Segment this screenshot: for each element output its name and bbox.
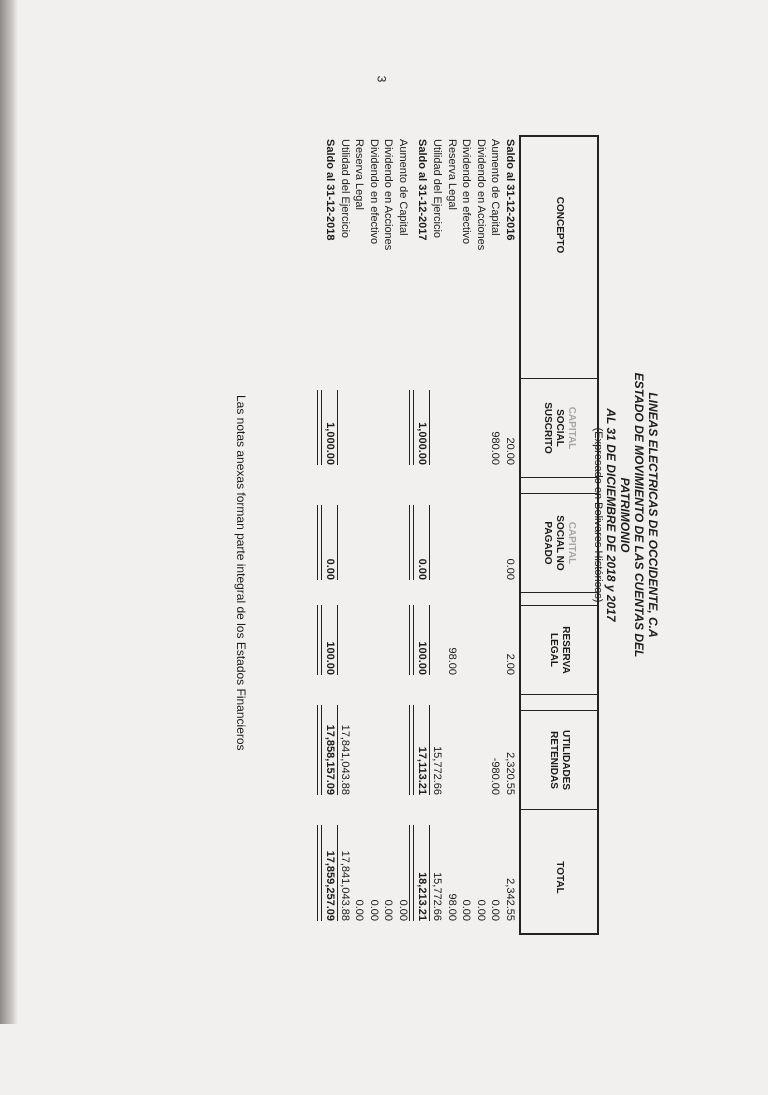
subtotal-rule — [429, 505, 430, 580]
table-row — [503, 135, 518, 935]
row-label: Reserva Legal — [446, 139, 458, 210]
cell-reserva-legal: 100.00 — [416, 641, 428, 675]
subtotal-rule — [337, 505, 338, 580]
row-label: Utilidad del Ejercicio — [339, 139, 351, 239]
row-label: Dividendo en efectivo — [460, 139, 473, 245]
cell-total: 0.00 — [368, 899, 380, 921]
cell-utilidades-retenidas: 17,841,043.88 — [339, 724, 351, 795]
row-label: Dividendo en Acciones — [382, 139, 395, 251]
column-header-capital-no-pagado: CAPITAL SOCIAL NO PAGADO — [542, 515, 577, 571]
cell-capital-suscrito: 20.00 — [504, 437, 516, 465]
table-row — [488, 135, 503, 935]
subtotal-rule — [429, 705, 430, 795]
subtotal-rule — [429, 390, 430, 465]
row-label: Saldo al 31-12-2016 — [504, 139, 516, 241]
company-name: LINEAS ELECTRICAS DE OCCIDENTE, C.A — [646, 392, 660, 638]
table-row — [338, 135, 353, 935]
total-double-rule — [317, 605, 322, 675]
table-row — [459, 135, 474, 935]
cell-total: 15,772.66 — [431, 872, 444, 921]
row-label: Aumento de Capital — [489, 139, 502, 236]
cell-capital-suscrito: 1,000.00 — [324, 422, 336, 465]
cell-utilidades-retenidas: 17,113.21 — [416, 746, 428, 795]
column-header-utilidades-retenidas: UTILIDADES RETENIDAS — [548, 730, 571, 790]
table-row — [352, 135, 367, 935]
cell-total: 0.00 — [397, 899, 409, 921]
row-label: Saldo al 31-12-2017 — [416, 139, 428, 241]
cell-total: 0.00 — [489, 899, 502, 921]
total-double-rule — [317, 505, 322, 580]
subtotal-rule — [429, 825, 430, 921]
subtotal-rule — [337, 825, 338, 921]
total-double-rule — [317, 825, 322, 921]
cell-total: 0.00 — [353, 899, 366, 921]
subtotal-rule — [337, 705, 338, 795]
cell-total: 2,342.55 — [504, 878, 516, 921]
table-row — [445, 135, 460, 935]
subtotal-rule — [337, 605, 338, 675]
page-number: 3 — [374, 75, 389, 83]
column-header-concepto: CONCEPTO — [554, 196, 565, 254]
row-label: Saldo al 31-12-2018 — [324, 139, 336, 241]
row-label: Reserva Legal — [353, 139, 366, 210]
table-row — [381, 135, 396, 935]
footer-note: Las notas anexas forman parte integral de los Estados Financieros — [234, 395, 248, 751]
statement-title: ESTADO DE MOVIMIENTO DE LAS CUENTAS DEL PATRIMONIO — [618, 372, 646, 658]
column-header-reserva-legal: RESERVA LEGAL — [548, 626, 571, 674]
cell-capital-no-pagado: 0.00 — [504, 558, 516, 580]
statement-header — [591, 350, 660, 680]
currency-note: (Expresado en Bolivares Históricos) — [592, 427, 604, 603]
statement-sheet — [234, 135, 660, 935]
cell-capital-suscrito: 980.00 — [489, 431, 502, 465]
scan-edge-shadow — [0, 0, 18, 1024]
total-double-rule — [317, 705, 322, 795]
cell-reserva-legal: 2.00 — [504, 653, 516, 675]
table-row — [323, 135, 338, 935]
table-row — [474, 135, 489, 935]
cell-capital-suscrito: 1,000.00 — [416, 422, 428, 465]
cell-total: 0.00 — [475, 899, 487, 921]
subtotal-rule — [429, 605, 430, 675]
cell-reserva-legal: 98.00 — [446, 647, 458, 675]
total-double-rule — [317, 390, 322, 465]
table-row — [367, 135, 382, 935]
row-label: Dividendo en efectivo — [368, 139, 380, 245]
cell-capital-no-pagado: 0.00 — [416, 558, 428, 580]
row-label: Dividendo en Acciones — [475, 139, 487, 251]
cell-reserva-legal: 100.00 — [324, 641, 336, 675]
cell-capital-no-pagado: 0.00 — [324, 558, 336, 580]
subtotal-rule — [337, 390, 338, 465]
column-header-total: TOTAL — [554, 861, 565, 894]
row-label: Aumento de Capital — [397, 139, 409, 236]
table-row — [396, 135, 411, 935]
table-row — [430, 135, 445, 935]
cell-total: 17,859,257.09 — [324, 850, 336, 921]
cell-utilidades-retenidas: 15,772.66 — [431, 746, 444, 795]
statement-period: AL 31 DE DICIEMBRE DE 2018 y 2017 — [604, 408, 618, 622]
column-header-capital-suscrito: CAPITAL SOCIAL SUSCRITO — [542, 402, 577, 454]
table-row — [415, 135, 430, 935]
cell-total: 0.00 — [460, 899, 473, 921]
cell-total: 17,841,043.88 — [339, 850, 351, 921]
cell-total: 0.00 — [382, 899, 395, 921]
cell-utilidades-retenidas: 17,858,157.09 — [324, 724, 336, 795]
cell-total: 18,213.21 — [416, 872, 428, 921]
cell-utilidades-retenidas: -980.00 — [489, 757, 502, 795]
cell-utilidades-retenidas: 2,320.55 — [504, 752, 516, 795]
cell-total: 98.00 — [446, 893, 458, 921]
row-label: Utilidad del Ejercicio — [431, 139, 444, 239]
